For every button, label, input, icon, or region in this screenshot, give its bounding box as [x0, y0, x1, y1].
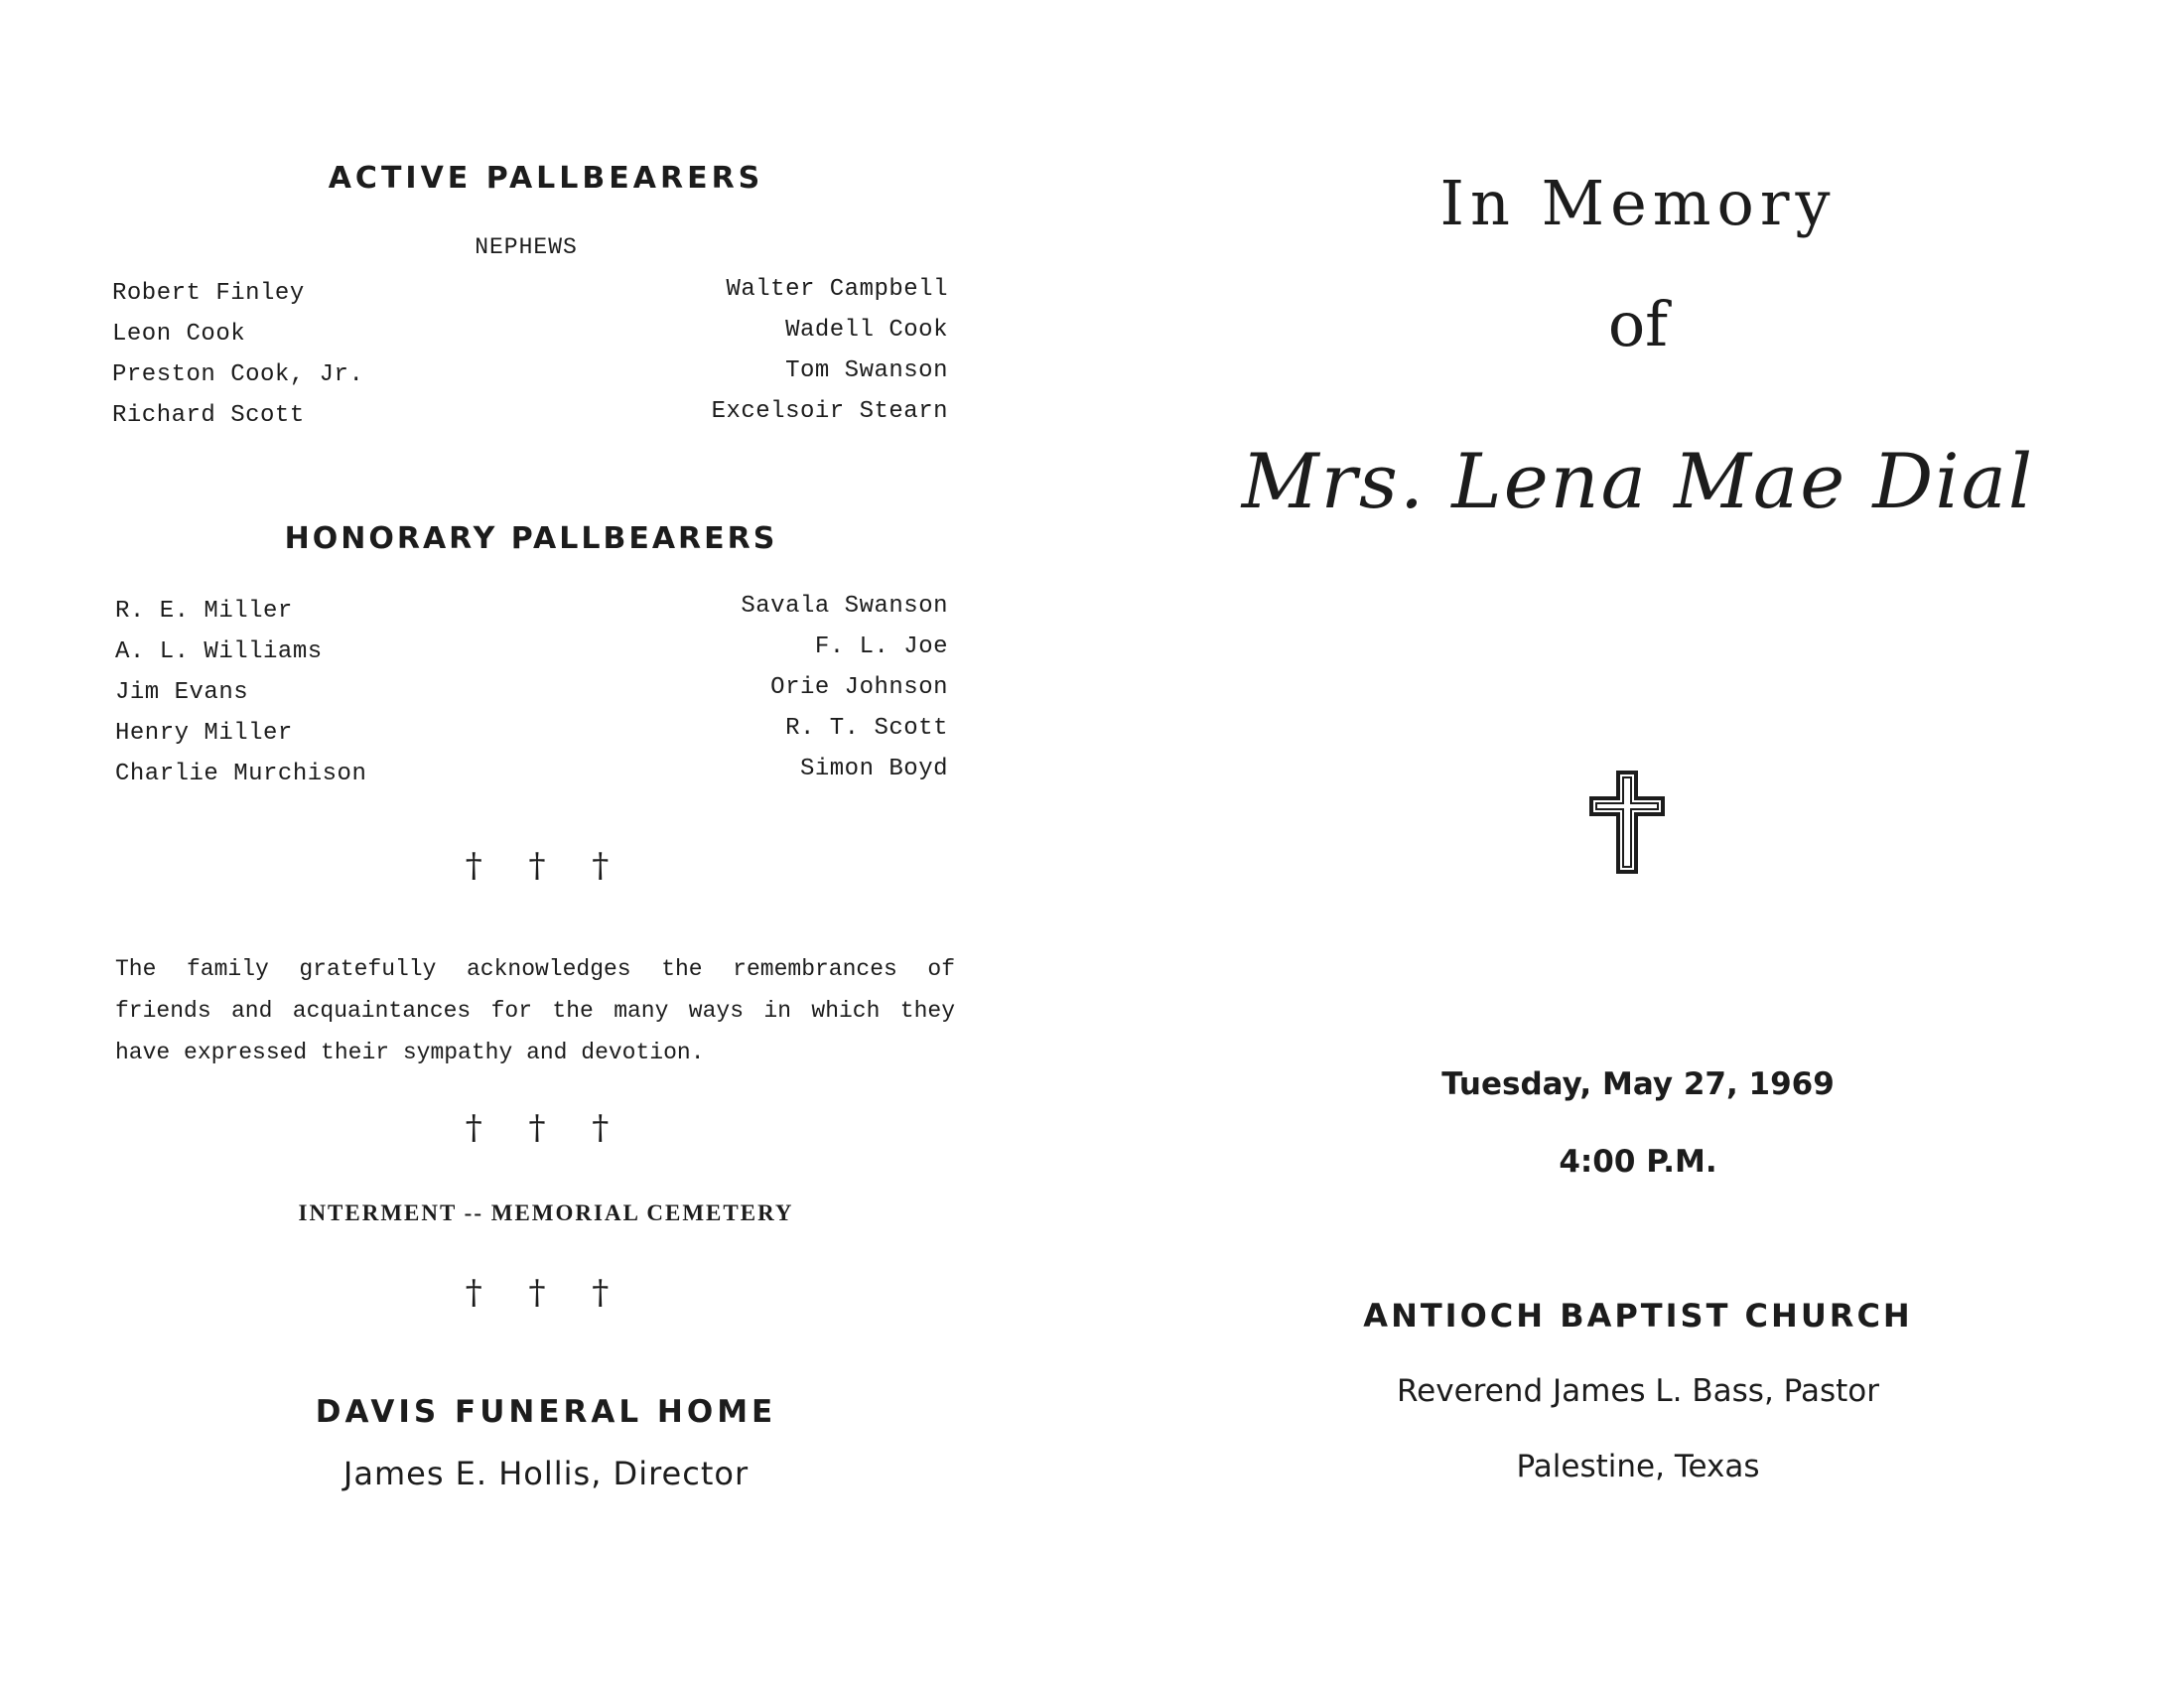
- cross-separator-3: † † †: [465, 1273, 627, 1313]
- interment-line: INTERMENT -- MEMORIAL CEMETERY: [298, 1200, 794, 1225]
- list-item: Savala Swanson: [741, 593, 948, 620]
- list-item: Excelsoir Stearn: [711, 398, 948, 425]
- list-item: Orie Johnson: [770, 674, 948, 701]
- active-pallbearers-left-column: [112, 273, 363, 436]
- active-pallbearers-heading: ACTIVE PALLBEARERS: [328, 161, 764, 196]
- cross-separator-1: † † †: [465, 846, 627, 886]
- church-location: Palestine, Texas: [1516, 1449, 1760, 1484]
- list-item: Simon Boyd: [799, 756, 948, 782]
- active-pallbearers-right-column: [712, 269, 948, 432]
- list-item: R. T. Scott: [785, 715, 948, 742]
- family-acknowledgement: The family gratefully acknowledges the remembrances of friends and acquaintances for the many ways in which they have expressed their sympathy and devotion.: [115, 956, 955, 1065]
- list-item: Henry Miller: [115, 720, 293, 747]
- church-pastor: Reverend James L. Bass, Pastor: [1397, 1373, 1879, 1409]
- service-time: 4:00 P.M.: [1559, 1144, 1717, 1180]
- cross-separator-2: † † †: [465, 1108, 627, 1148]
- funeral-home-name: DAVIS FUNERAL HOME: [315, 1394, 777, 1430]
- funeral-director: James E. Hollis, Director: [342, 1455, 750, 1492]
- title-of: of: [1607, 288, 1669, 360]
- list-item: Preston Cook, Jr.: [112, 361, 364, 388]
- title-in-memory: In Memory: [1439, 167, 1837, 239]
- honorary-pallbearers-heading: HONORARY PALLBEARERS: [284, 521, 778, 556]
- service-date: Tuesday, May 27, 1969: [1441, 1066, 1835, 1102]
- cross-icon: [1588, 771, 1666, 874]
- list-item: Wadell Cook: [785, 317, 948, 344]
- list-item: Richard Scott: [112, 402, 305, 429]
- list-item: R. E. Miller: [115, 598, 293, 625]
- list-item: Walter Campbell: [726, 276, 948, 303]
- church-name: ANTIOCH BAPTIST CHURCH: [1363, 1297, 1913, 1335]
- list-item: Leon Cook: [112, 321, 246, 348]
- honorary-pallbearers-right-column: [741, 586, 948, 789]
- list-item: A. L. Williams: [115, 638, 323, 665]
- deceased-name: Mrs. Lena Mae Dial: [1241, 437, 2035, 525]
- list-item: F. L. Joe: [814, 633, 948, 660]
- list-item: Tom Swanson: [785, 357, 948, 384]
- list-item: Charlie Murchison: [115, 761, 367, 787]
- list-item: Robert Finley: [112, 280, 305, 307]
- nephews-subheading: NEPHEWS: [475, 234, 578, 260]
- right-page: [1092, 0, 2184, 1688]
- list-item: Jim Evans: [115, 679, 249, 706]
- honorary-pallbearers-left-column: [115, 591, 366, 794]
